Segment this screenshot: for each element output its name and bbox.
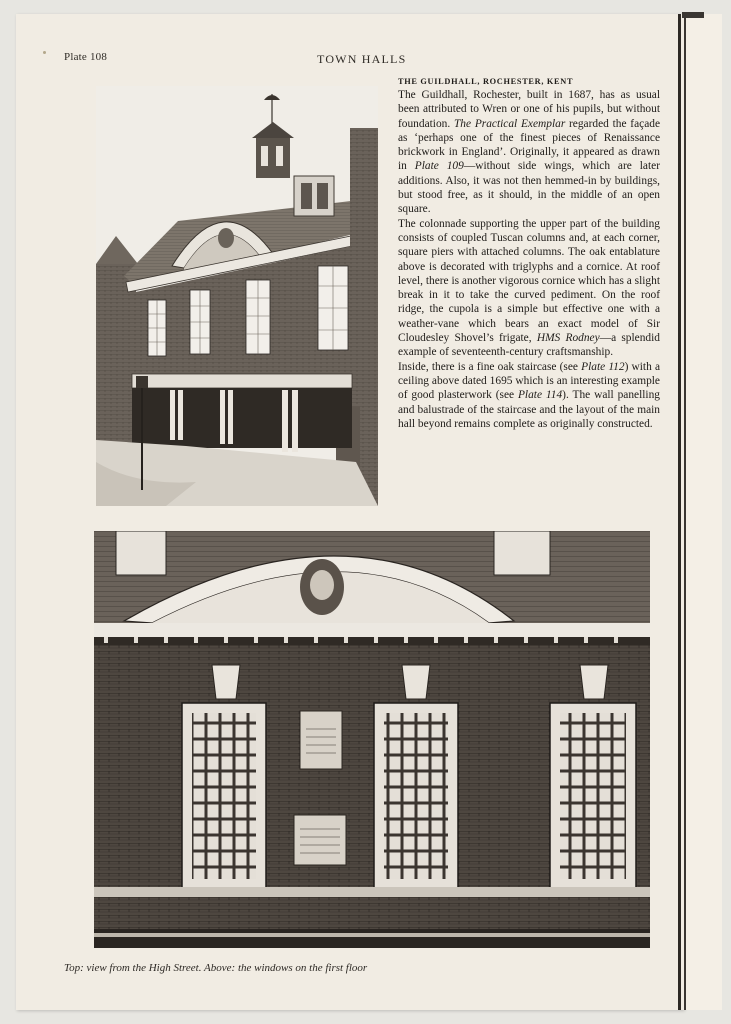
photo-first-floor-windows — [94, 531, 650, 948]
article-heading: THE GUILDHALL, ROCHESTER, KENT — [398, 77, 574, 86]
article-paragraph-2: The colonnade supporting the upper part of the building consists of coupled Tuscan columns and, at each corner, square piers with attached columns. The oak entablature above is decorated with triglyphs and a cornice. At roof level, there is another vigorous cornice which has a slight break in it to take the curved pediment. On the roof ridge, the cupola is a simple but effective one with a weather-vane which bears an exact model of Sir Cloudesley Shovel’s frigate, HMS Rodney—a splendid example of seventeenth-century craftsmanship. — [398, 217, 660, 359]
photo-guildhall-street-view — [96, 86, 378, 506]
first-floor-windows-illustration — [94, 531, 650, 948]
photo-caption: Top: view from the High Street. Above: the windows on the first floor — [64, 962, 368, 974]
section-title: TOWN HALLS — [317, 52, 407, 66]
plate-number: Plate 108 — [64, 51, 108, 63]
article-paragraph-1: The Guildhall, Rochester, built in 1687, has as usual been attributed to Wren or one of his pupils, but without foundation. The Practical Exemplar regarded the façade as ‘perhaps one of the finest pieces of Renaissance brickwork in England’. Originally, it appeared as drawn in Plate 109—without side wings, which are later additions. Also, it was not then hemmed-in by buildings, but stood free, as it should, in the middle of an open square. — [398, 89, 661, 216]
guildhall-street-illustration — [96, 86, 378, 506]
article-text — [398, 76, 660, 431]
paper-speck — [43, 51, 46, 54]
next-page-edge — [684, 14, 722, 1010]
page-binding-line — [678, 14, 681, 1010]
article-paragraph-3: Inside, there is a fine oak staircase (see Plate 112) with a ceiling above dated 1695 which is an interesting example of good plasterwork (see Plate 114). The wall panelling and balustrade of the staircase and the layout of the main hall beyond remains complete as originally constructed. — [398, 360, 661, 430]
